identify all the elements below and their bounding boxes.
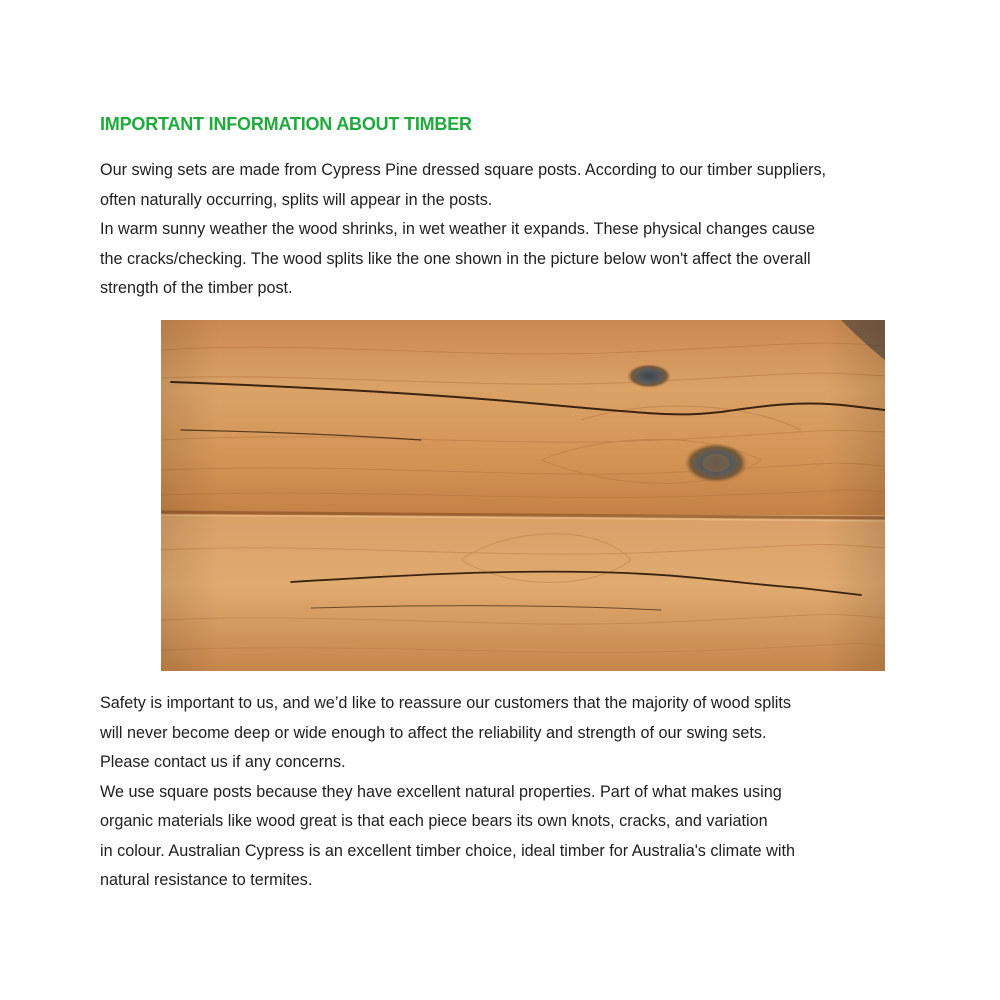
closing-paragraph [100, 689, 960, 896]
closing-line: organic materials like wood great is that each piece bears its own knots, cracks, and variation [100, 812, 768, 830]
intro-line: often naturally occurring, splits will appear in the posts. [100, 190, 493, 209]
intro-line: In warm sunny weather the wood shrinks, in wet weather it expands. These physical changes cause [100, 220, 816, 238]
closing-line: Please contact us if any concerns. [100, 753, 346, 771]
intro-line: strength of the timber post. [100, 279, 293, 297]
intro-line: Our swing sets are made from Cypress Pine dressed square posts. According to our timber suppliers, [100, 161, 827, 179]
closing-line: will never become deep or wide enough to affect the reliability and strength of our swing sets. [100, 723, 767, 742]
page-title: IMPORTANT INFORMATION ABOUT TIMBER [100, 114, 472, 134]
closing-line: Safety is important to us, and we’d like to reassure our customers that the majority of wood splits [100, 694, 791, 712]
closing-line: We use square posts because they have excellent natural properties. Part of what makes using [100, 782, 782, 801]
timber-photo [161, 320, 885, 671]
intro-line: the cracks/checking. The wood splits like the one shown in the picture below won't affect the overall [100, 249, 811, 268]
closing-line: in colour. Australian Cypress is an excellent timber choice, ideal timber for Australia's climate with [100, 841, 795, 860]
intro-paragraph [100, 156, 960, 304]
closing-line: natural resistance to termites. [100, 871, 313, 889]
